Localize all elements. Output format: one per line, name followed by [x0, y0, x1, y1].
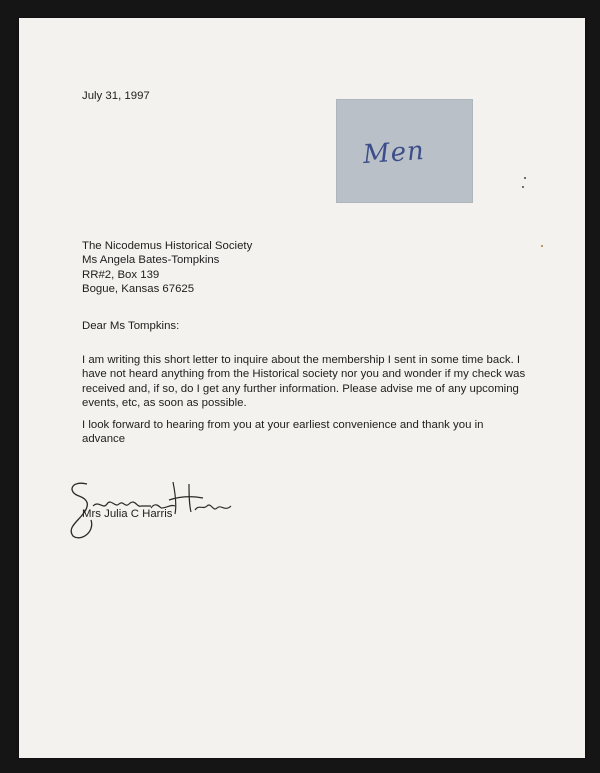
recipient-line: Ms Angela Bates-Tompkins [82, 254, 220, 267]
note-handwriting: Men [362, 135, 426, 171]
paper-speck [522, 186, 524, 188]
recipient-line: Bogue, Kansas 67625 [82, 282, 195, 295]
letter-date: July 31, 1997 [82, 90, 150, 102]
paragraph-line: received and, if so, do I get any further information. Please advise me of any upcoming [82, 382, 519, 395]
recipient-address [82, 239, 252, 296]
paragraph-line: advance [82, 433, 126, 446]
paragraph-line: I am writing this short letter to inquire about the membership I sent in some time back. I [82, 354, 521, 366]
letter-page [19, 18, 585, 758]
recipient-line: The Nicodemus Historical Society [82, 240, 253, 252]
recipient-line: RR#2, Box 139 [82, 268, 160, 281]
paper-speck [541, 245, 543, 247]
paragraph-line: events, etc, as soon as possible. [82, 396, 247, 409]
salutation: Dear Ms Tompkins: [82, 320, 180, 332]
body-paragraph-2 [82, 418, 483, 447]
signer-name: Mrs Julia C Harris [82, 508, 173, 520]
paragraph-line: I look forward to hearing from you at your earliest convenience and thank you in [82, 419, 484, 431]
paper-speck [524, 177, 526, 179]
handwritten-signature [65, 470, 235, 540]
paragraph-line: have not heard anything from the Historical society nor you and wonder if my check was [82, 368, 526, 381]
body-paragraph-1 [82, 353, 525, 410]
attached-note [336, 99, 473, 203]
